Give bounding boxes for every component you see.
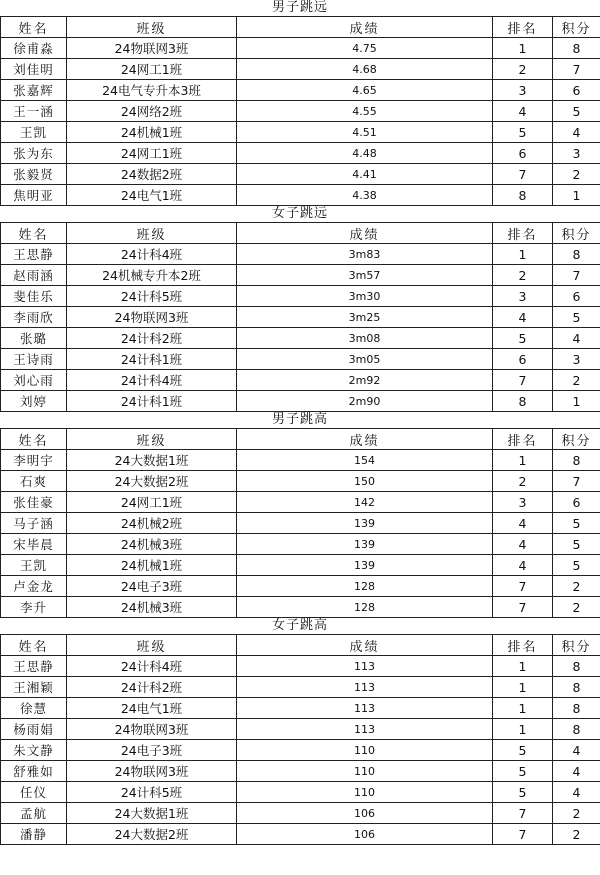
cell-name: 马子涵 [1,513,67,534]
cell-score: 128 [237,597,493,618]
table-row [1,59,600,80]
table-row [1,534,600,555]
cell-name: 卢金龙 [1,576,67,597]
cell-rank: 4 [493,101,553,122]
results-table [0,634,600,845]
cell-name: 焦明亚 [1,185,67,206]
cell-points: 5 [553,307,600,328]
cell-points: 2 [553,164,600,185]
cell-points: 2 [553,803,600,824]
table-row [1,307,600,328]
cell-score: 139 [237,555,493,576]
cell-points: 2 [553,576,600,597]
cell-name: 张为东 [1,143,67,164]
cell-class: 24电子3班 [67,576,237,597]
table-row [1,656,600,677]
cell-rank: 5 [493,122,553,143]
cell-score: 128 [237,576,493,597]
cell-points: 5 [553,101,600,122]
cell-rank: 1 [493,38,553,59]
cell-score: 139 [237,534,493,555]
cell-class: 24网工1班 [67,143,237,164]
table-row [1,244,600,265]
table-row [1,513,600,534]
table-row [1,782,600,803]
cell-points: 8 [553,719,600,740]
column-header-name: 姓名 [1,429,67,450]
cell-points: 8 [553,244,600,265]
table-row [1,450,600,471]
cell-class: 24计科5班 [67,782,237,803]
cell-score: 2m90 [237,391,493,412]
table-row [1,391,600,412]
cell-points: 4 [553,740,600,761]
column-header-class: 班级 [67,17,237,38]
cell-name: 张璐 [1,328,67,349]
cell-name: 徐慧 [1,698,67,719]
table-row [1,803,600,824]
cell-score: 3m05 [237,349,493,370]
cell-score: 4.38 [237,185,493,206]
column-header-name: 姓名 [1,223,67,244]
section-title: 男子跳远 [271,0,328,15]
cell-name: 张毅贤 [1,164,67,185]
cell-score: 110 [237,740,493,761]
table-row [1,122,600,143]
cell-points: 3 [553,349,600,370]
cell-points: 8 [553,450,600,471]
column-header-name: 姓名 [1,635,67,656]
cell-name: 徐甫淼 [1,38,67,59]
column-header-score: 成绩 [237,223,493,244]
cell-rank: 5 [493,740,553,761]
cell-rank: 4 [493,513,553,534]
column-header-rank: 排名 [493,429,553,450]
cell-score: 4.65 [237,80,493,101]
cell-points: 2 [553,370,600,391]
cell-points: 2 [553,597,600,618]
cell-points: 5 [553,513,600,534]
header-row [1,429,600,450]
cell-score: 4.55 [237,101,493,122]
cell-name: 斐佳乐 [1,286,67,307]
column-header-class: 班级 [67,635,237,656]
cell-score: 113 [237,719,493,740]
cell-score: 113 [237,656,493,677]
cell-class: 24物联网3班 [67,38,237,59]
table-row [1,719,600,740]
table-row [1,824,600,845]
cell-score: 2m92 [237,370,493,391]
cell-rank: 3 [493,492,553,513]
cell-class: 24机械3班 [67,534,237,555]
cell-points: 1 [553,391,600,412]
cell-class: 24大数据2班 [67,471,237,492]
cell-points: 4 [553,122,600,143]
cell-name: 张佳豪 [1,492,67,513]
section-title: 女子跳高 [271,618,328,633]
cell-points: 2 [553,824,600,845]
cell-points: 4 [553,782,600,803]
cell-rank: 4 [493,555,553,576]
cell-name: 孟航 [1,803,67,824]
column-header-score: 成绩 [237,17,493,38]
table-row [1,80,600,101]
results-table [0,16,600,206]
table-row [1,698,600,719]
cell-score: 3m30 [237,286,493,307]
cell-class: 24机械1班 [67,122,237,143]
cell-rank: 5 [493,328,553,349]
cell-points: 4 [553,328,600,349]
cell-score: 3m08 [237,328,493,349]
cell-rank: 1 [493,698,553,719]
cell-class: 24计科4班 [67,370,237,391]
table-row [1,349,600,370]
cell-points: 3 [553,143,600,164]
column-header-rank: 排名 [493,223,553,244]
cell-name: 王诗雨 [1,349,67,370]
cell-rank: 5 [493,761,553,782]
table-row [1,38,600,59]
cell-points: 8 [553,677,600,698]
cell-name: 王凯 [1,122,67,143]
cell-name: 石爽 [1,471,67,492]
section-title: 男子跳高 [271,412,328,427]
cell-points: 8 [553,698,600,719]
cell-rank: 1 [493,719,553,740]
table-row [1,492,600,513]
cell-class: 24电气1班 [67,698,237,719]
column-header-rank: 排名 [493,635,553,656]
cell-rank: 3 [493,80,553,101]
cell-class: 24网工1班 [67,492,237,513]
cell-name: 王凯 [1,555,67,576]
cell-class: 24物联网3班 [67,307,237,328]
cell-class: 24机械2班 [67,513,237,534]
cell-rank: 7 [493,164,553,185]
header-row [1,17,600,38]
cell-class: 24大数据1班 [67,450,237,471]
cell-name: 王思静 [1,656,67,677]
cell-points: 6 [553,286,600,307]
header-row [1,223,600,244]
cell-class: 24大数据1班 [67,803,237,824]
cell-points: 7 [553,59,600,80]
cell-rank: 2 [493,265,553,286]
cell-rank: 5 [493,782,553,803]
cell-rank: 7 [493,803,553,824]
cell-name: 赵雨涵 [1,265,67,286]
cell-score: 4.48 [237,143,493,164]
cell-class: 24电气专升本3班 [67,80,237,101]
table-row [1,164,600,185]
cell-name: 杨雨娟 [1,719,67,740]
table-row [1,576,600,597]
cell-score: 3m57 [237,265,493,286]
cell-class: 24电气1班 [67,185,237,206]
cell-score: 4.68 [237,59,493,80]
column-header-class: 班级 [67,429,237,450]
column-header-rank: 排名 [493,17,553,38]
cell-class: 24网工1班 [67,59,237,80]
cell-name: 宋毕晨 [1,534,67,555]
cell-rank: 2 [493,471,553,492]
cell-name: 李升 [1,597,67,618]
table-row [1,761,600,782]
table-row [1,597,600,618]
cell-score: 113 [237,698,493,719]
cell-rank: 4 [493,534,553,555]
table-row [1,471,600,492]
cell-score: 113 [237,677,493,698]
cell-class: 24计科1班 [67,349,237,370]
cell-class: 24数据2班 [67,164,237,185]
cell-points: 7 [553,265,600,286]
cell-class: 24计科4班 [67,244,237,265]
results-table [0,428,600,618]
table-row [1,677,600,698]
cell-score: 110 [237,761,493,782]
cell-class: 24机械3班 [67,597,237,618]
cell-points: 4 [553,761,600,782]
cell-class: 24计科5班 [67,286,237,307]
cell-points: 8 [553,38,600,59]
cell-name: 李雨欣 [1,307,67,328]
table-row [1,328,600,349]
cell-name: 刘心雨 [1,370,67,391]
cell-class: 24物联网3班 [67,719,237,740]
cell-class: 24计科2班 [67,677,237,698]
table-row [1,286,600,307]
cell-score: 4.41 [237,164,493,185]
cell-rank: 8 [493,185,553,206]
cell-class: 24电子3班 [67,740,237,761]
cell-class: 24计科1班 [67,391,237,412]
cell-name: 刘佳明 [1,59,67,80]
cell-name: 张嘉辉 [1,80,67,101]
cell-score: 4.75 [237,38,493,59]
cell-rank: 6 [493,143,553,164]
cell-name: 舒雅如 [1,761,67,782]
header-row [1,635,600,656]
cell-name: 李明宇 [1,450,67,471]
cell-score: 106 [237,803,493,824]
cell-score: 4.51 [237,122,493,143]
cell-rank: 7 [493,576,553,597]
cell-name: 刘婷 [1,391,67,412]
cell-score: 3m83 [237,244,493,265]
cell-points: 1 [553,185,600,206]
cell-score: 139 [237,513,493,534]
table-row [1,265,600,286]
column-header-points: 积分 [553,429,600,450]
cell-points: 6 [553,80,600,101]
cell-points: 6 [553,492,600,513]
cell-class: 24计科2班 [67,328,237,349]
column-header-class: 班级 [67,223,237,244]
cell-points: 5 [553,534,600,555]
cell-rank: 8 [493,391,553,412]
cell-rank: 7 [493,824,553,845]
table-row [1,370,600,391]
cell-rank: 7 [493,597,553,618]
column-header-name: 姓名 [1,17,67,38]
cell-score: 154 [237,450,493,471]
column-header-score: 成绩 [237,429,493,450]
cell-class: 24计科4班 [67,656,237,677]
cell-class: 24机械1班 [67,555,237,576]
cell-score: 150 [237,471,493,492]
cell-name: 朱文静 [1,740,67,761]
column-header-points: 积分 [553,17,600,38]
cell-points: 7 [553,471,600,492]
results-table [0,222,600,412]
cell-rank: 1 [493,244,553,265]
cell-rank: 2 [493,59,553,80]
cell-class: 24机械专升本2班 [67,265,237,286]
table-row [1,185,600,206]
table-row [1,555,600,576]
cell-rank: 4 [493,307,553,328]
cell-name: 任仪 [1,782,67,803]
section-title: 女子跳远 [271,206,328,221]
cell-score: 110 [237,782,493,803]
cell-score: 106 [237,824,493,845]
table-row [1,101,600,122]
cell-class: 24物联网3班 [67,761,237,782]
cell-name: 王一涵 [1,101,67,122]
table-row [1,740,600,761]
cell-rank: 6 [493,349,553,370]
cell-points: 5 [553,555,600,576]
cell-rank: 7 [493,370,553,391]
column-header-points: 积分 [553,223,600,244]
cell-score: 142 [237,492,493,513]
cell-name: 王湘颖 [1,677,67,698]
column-header-points: 积分 [553,635,600,656]
cell-name: 王思静 [1,244,67,265]
cell-rank: 1 [493,450,553,471]
cell-rank: 3 [493,286,553,307]
cell-rank: 1 [493,677,553,698]
cell-class: 24网络2班 [67,101,237,122]
cell-class: 24大数据2班 [67,824,237,845]
cell-score: 3m25 [237,307,493,328]
cell-rank: 1 [493,656,553,677]
column-header-score: 成绩 [237,635,493,656]
cell-name: 潘静 [1,824,67,845]
cell-points: 8 [553,656,600,677]
table-row [1,143,600,164]
